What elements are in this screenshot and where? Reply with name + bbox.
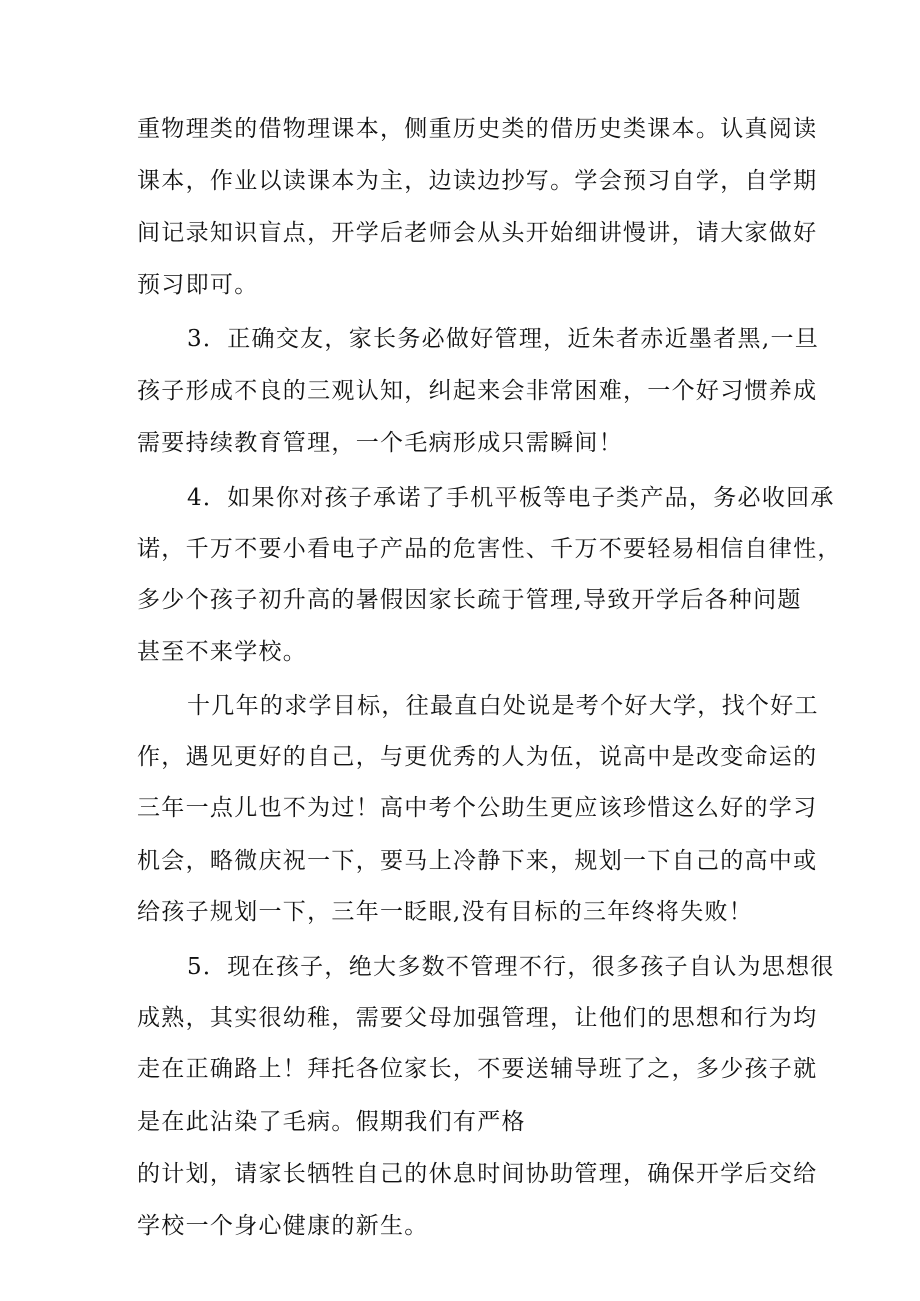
- text-line: 重物理类的借物理课本，侧重历史类的借历史类课本。认真阅读: [137, 116, 818, 142]
- text-line: 4．如果你对孩子承诺了手机平板等电子类产品，务必收回承: [187, 485, 835, 511]
- text-line: 作，遇见更好的自己，与更优秀的人为伍，说高中是改变命运的: [137, 744, 818, 770]
- text-line: 需要持续教育管理，一个毛病形成只需瞬间！: [137, 430, 623, 456]
- text-line: 三年一点儿也不为过！高中考个公助生更应该珍惜这么好的学习: [137, 795, 818, 821]
- text-line: 走在正确路上！拜托各位家长，不要送辅导班了之，多少孩子就: [137, 1056, 818, 1082]
- text-line: 的计划，请家长牺牲自己的休息时间协助管理，确保开学后交给: [137, 1161, 818, 1187]
- text-line: 间记录知识盲点，开学后老师会从头开始细讲慢讲，请大家做好: [137, 220, 818, 246]
- text-line: 多少个孩子初升高的暑假因家长疏于管理,导致开学后各种问题: [137, 587, 802, 613]
- text-line: 学校一个身心健康的新生。: [137, 1213, 429, 1239]
- text-line: 甚至不来学校。: [137, 639, 308, 665]
- text-line: 5．现在孩子，绝大多数不管理不行，很多孩子自认为思想很: [187, 954, 835, 980]
- text-line: 3．正确交友，家长务必做好管理，近朱者赤近墨者黑,一旦: [187, 326, 820, 352]
- text-line: 给孩子规划一下，三年一眨眼,没有目标的三年终将失败！: [137, 899, 754, 925]
- text-line: 孩子形成不良的三观认知，纠起来会非常困难，一个好习惯养成: [137, 378, 818, 404]
- text-line: 课本，作业以读课本为主，边读边抄写。学会预习自学，自学期: [137, 168, 818, 194]
- text-line: 成熟，其实很幼稚，需要父母加强管理，让他们的思想和行为均: [137, 1005, 818, 1031]
- text-line: 预习即可。: [137, 272, 259, 298]
- text-line: 十几年的求学目标，往最直白处说是考个好大学，找个好工: [187, 693, 819, 719]
- text-line: 机会，略微庆祝一下，要马上冷静下来，规划一下自己的高中或: [137, 848, 818, 874]
- text-line: 是在此沾染了毛病。假期我们有严格: [137, 1109, 526, 1135]
- text-line: 诺，千万不要小看电子产品的危害性、千万不要轻易相信自律性，: [137, 536, 842, 562]
